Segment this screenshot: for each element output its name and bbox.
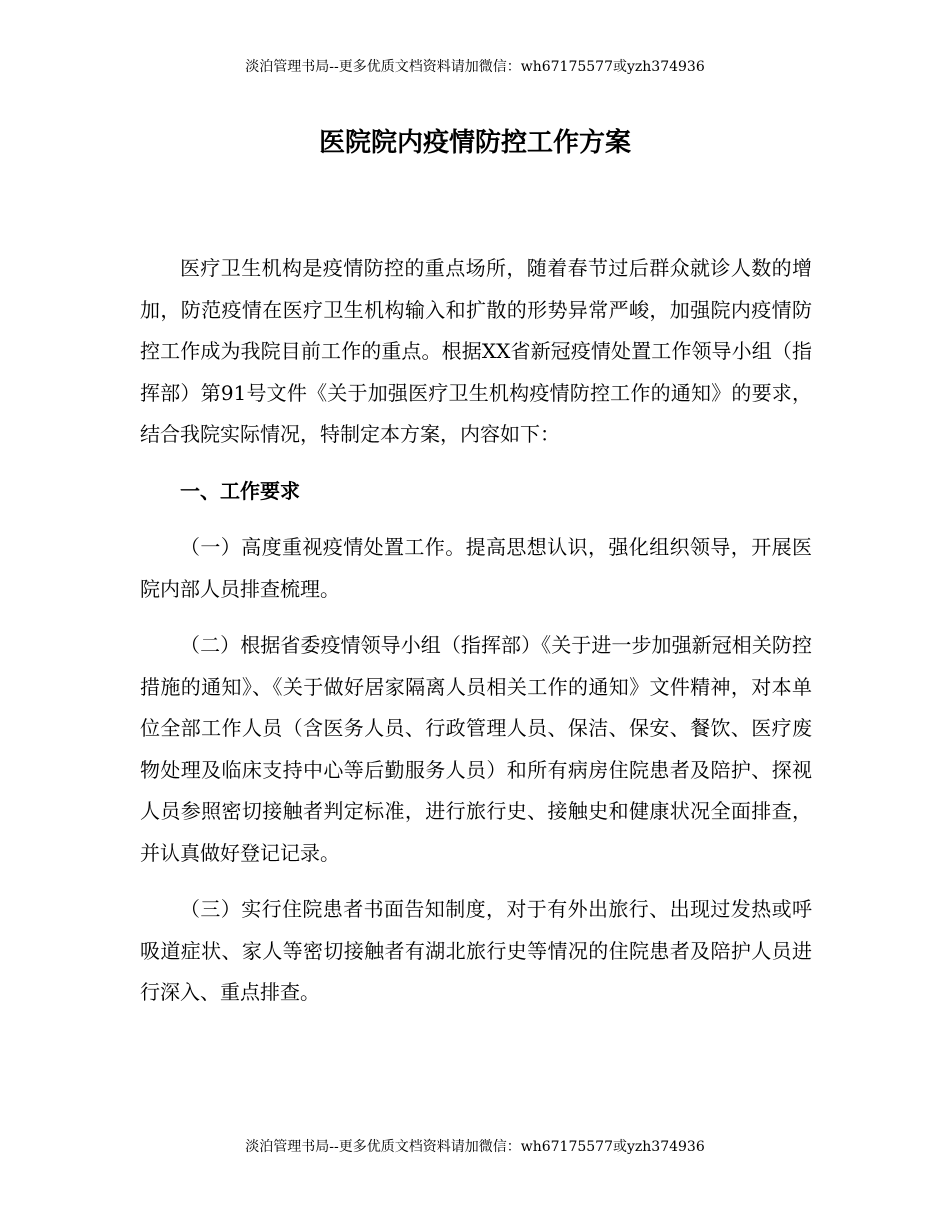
requirement-item-3: （三）实行住院患者书面告知制度，对于有外出旅行、出现过发热或呼吸道症状、家人等密切接触者有湖北旅行史等情况的住院患者及陪护人员进行深入、重点排查。 [140,897,812,1004]
requirement-item-2: （二）根据省委疫情领导小组（指挥部）《关于进一步加强新冠相关防控措施的通知》、《关于做好居家隔离人员相关工作的通知》文件精神，对本单位全部工作人员（含医务人员、行政管理人员、保洁、保安、餐饮、医疗废物处理及临床支持中心等后勤服务人员）和所有病房住院患者及陪护、探视人员参照密切接触者判定标准，进行旅行史、接触史和健康状况全面排查，并认真做好登记记录。 [140,633,812,865]
requirement-item-1: （一）高度重视疫情处置工作。提高思想认识，强化组织领导，开展医院内部人员排查梳理。 [140,535,812,601]
document-title: 医院院内疫情防控工作方案 [318,128,631,158]
section-heading-work-requirements: 一、工作要求 [180,478,300,503]
document-body [140,248,812,1029]
intro-paragraph: 医疗卫生机构是疫情防控的重点场所，随着春节过后群众就诊人数的增加，防范疫情在医疗卫生机构输入和扩散的形势异常严峻，加强院内疫情防控工作成为我院目前工作的重点。根据XX省新冠疫情处置工作领导小组（指挥部）第91号文件《关于加强医疗卫生机构疫情防控工作的通知》的要求，结合我院实际情况，特制定本方案，内容如下： [140,256,812,446]
page-header-watermark: 淡泊管理书局--更多优质文档资料请加微信：wh67175577或yzh374936 [245,59,705,75]
page-footer-watermark: 淡泊管理书局--更多优质文档资料请加微信：wh67175577或yzh374936 [245,1139,705,1155]
